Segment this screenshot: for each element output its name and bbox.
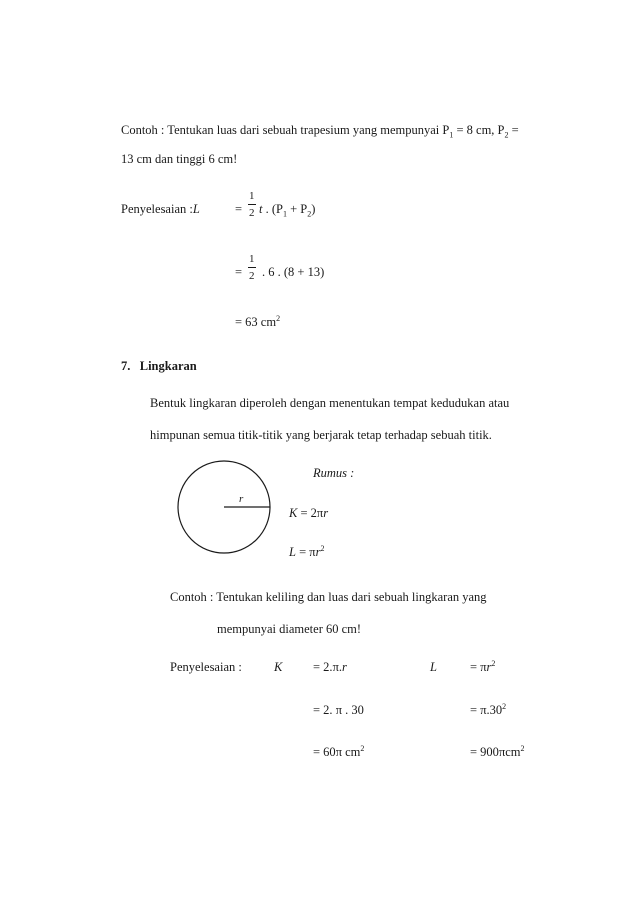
solution2-l-eq3: = 900πcm$^2$ bbox=[470, 743, 525, 759]
example1-line1: Contoh : Tentukan luas dari sebuah trapesium yang mempunyai $P_1 = 8$ cm, $P_2$ = bbox=[121, 123, 519, 140]
solution1-eq2-sign: = bbox=[235, 265, 243, 279]
solution1-eq1-sign: = bbox=[235, 202, 243, 216]
example2-line2: mempunyai diameter 60 cm! bbox=[217, 622, 362, 636]
solution2-k-var: K bbox=[274, 660, 283, 674]
section7-paragraph-line1: Bentuk lingkaran diperoleh dengan menentukan tempat kedudukan atau bbox=[150, 396, 510, 410]
solution2-l-eq1: = $\pi r^2$ bbox=[470, 658, 496, 674]
example1-line2: 13 cm dan tinggi 6 cm! bbox=[121, 152, 238, 166]
circle-diagram bbox=[176, 459, 272, 555]
section7-heading: 7. Lingkaran bbox=[121, 359, 197, 373]
solution1-eq3: = 63 $cm^2$ bbox=[235, 313, 281, 329]
solution2-l-var: L bbox=[430, 660, 437, 674]
example2-line1: Contoh : Tentukan keliling dan luas dari sebuah lingkaran yang bbox=[170, 590, 487, 604]
solution2-k-eq3: = 60π $cm^2$ bbox=[313, 743, 365, 759]
circle-radius-label: r bbox=[239, 493, 244, 505]
rumus-title: Rumus : bbox=[313, 466, 355, 480]
solution1-eq1-expression: t . $(P_1 + P_2)$ bbox=[259, 202, 316, 219]
rumus-luas: $L = \pi r^2$ bbox=[289, 543, 325, 559]
solution2-l-eq2: = $\pi.30^2$ bbox=[470, 701, 507, 717]
section7-paragraph-line2: himpunan semua titik-titik yang berjarak tetap terhadap sebuah titik. bbox=[150, 428, 492, 442]
solution1-eq1-fraction: $\frac{1}{2}$ bbox=[249, 190, 255, 219]
solution1-label: Penyelesaian :L bbox=[121, 202, 200, 216]
solution1-eq2-expression: . 6 . (8 + 13) bbox=[262, 265, 325, 279]
solution2-label: Penyelesaian : bbox=[170, 660, 242, 674]
rumus-keliling: K = 2πr bbox=[289, 506, 329, 520]
solution1-eq2-fraction: $\frac{1}{2}$ bbox=[249, 253, 255, 282]
solution2-k-eq1: = 2.π.r bbox=[313, 660, 347, 674]
solution2-k-eq2: = 2. π . 30 bbox=[313, 703, 364, 717]
